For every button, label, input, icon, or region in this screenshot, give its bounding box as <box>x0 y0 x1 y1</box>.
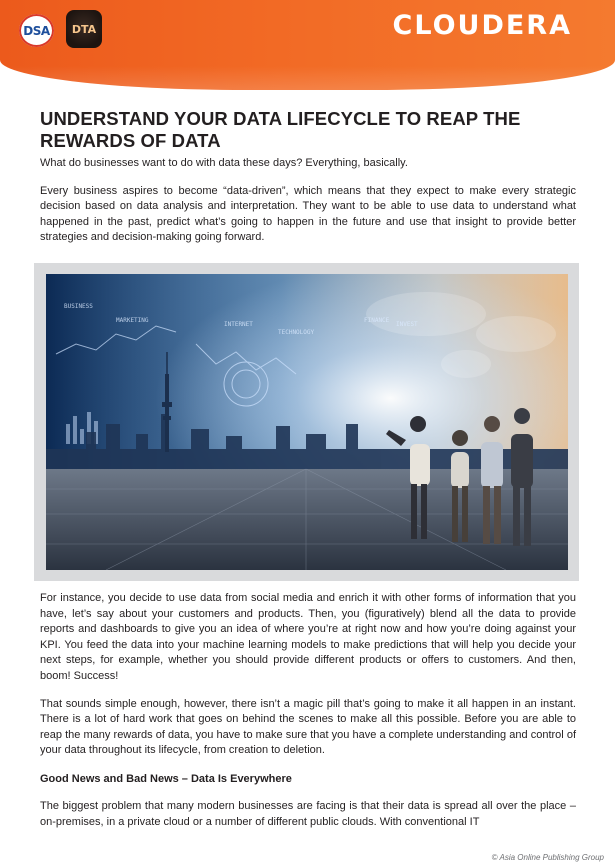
paragraph-1: Every business aspires to become “data-driven”, which means that they expect to make every strategic decision based on data analysis and interpretation. They want to be able to use data to understand what happened in the past, predict what’s going to happen in the future and use that insight to provide better strategies and decision-making going forward. <box>40 184 576 244</box>
dta-logo[interactable] <box>66 10 102 48</box>
paragraph-4: The biggest problem that many modern businesses are facing is that their data is spread all over the place – on-premises, in a private cloud or a number of different public clouds. With conventional IT <box>40 799 576 828</box>
section-subheading: Good News and Bad News – Data Is Everywhere <box>40 772 292 785</box>
paragraph-2: For instance, you decide to use data from social media and enrich it with other forms of information that you have, let’s say about your customers and products. Then, you (figuratively) blend all the data to provide reports and dashboards to give you an idea of where you’re at right now and how you’re doing against your KPI. You feed the data into your machine learning models to make predictions that will help you decide your next steps, for example, whether you should provide different products or offers to customers. And then, boom! Success! <box>40 592 576 682</box>
overlay-label-invest: INVEST <box>396 321 418 328</box>
cloudera-logo[interactable]: CLOUDERA <box>392 10 572 41</box>
article-top <box>40 108 576 246</box>
overlay-label-finance: FINANCE <box>364 317 390 324</box>
overlay-label-business: BUSINESS <box>64 303 93 310</box>
copyright-notice: © Asia Online Publishing Group <box>491 853 604 862</box>
photo-frame <box>34 263 579 581</box>
overlay-label-marketing: MARKETING <box>116 317 149 324</box>
overlay-label-internet: INTERNET <box>224 321 253 328</box>
overlay-label-technology: TECHNOLOGY <box>278 329 315 336</box>
dta-logo-text: DTA <box>71 22 97 36</box>
dsa-logo-text: DSA <box>23 23 50 38</box>
header-fade <box>0 66 615 90</box>
photo-illustration <box>46 274 568 570</box>
page-title: UNDERSTAND YOUR DATA LIFECYCLE TO REAP THE REWARDS OF DATA <box>40 108 521 151</box>
intro-text: What do businesses want to do with data these days? Everything, basically. <box>40 157 408 169</box>
paragraph-3: That sounds simple enough, however, there isn’t a magic pill that’s going to make it all happen in an instant. There is a lot of hard work that goes on behind the scenes to make all this possible. Before you are able to reap the many rewards of data, you have to make sure that you have a complete understanding and control of your data throughout its lifecycle, from creation to deletion. <box>40 697 576 757</box>
dsa-logo[interactable] <box>19 14 54 47</box>
business-team-city-data-photo <box>46 274 568 570</box>
header-band <box>0 0 615 90</box>
article-bottom <box>40 585 576 830</box>
